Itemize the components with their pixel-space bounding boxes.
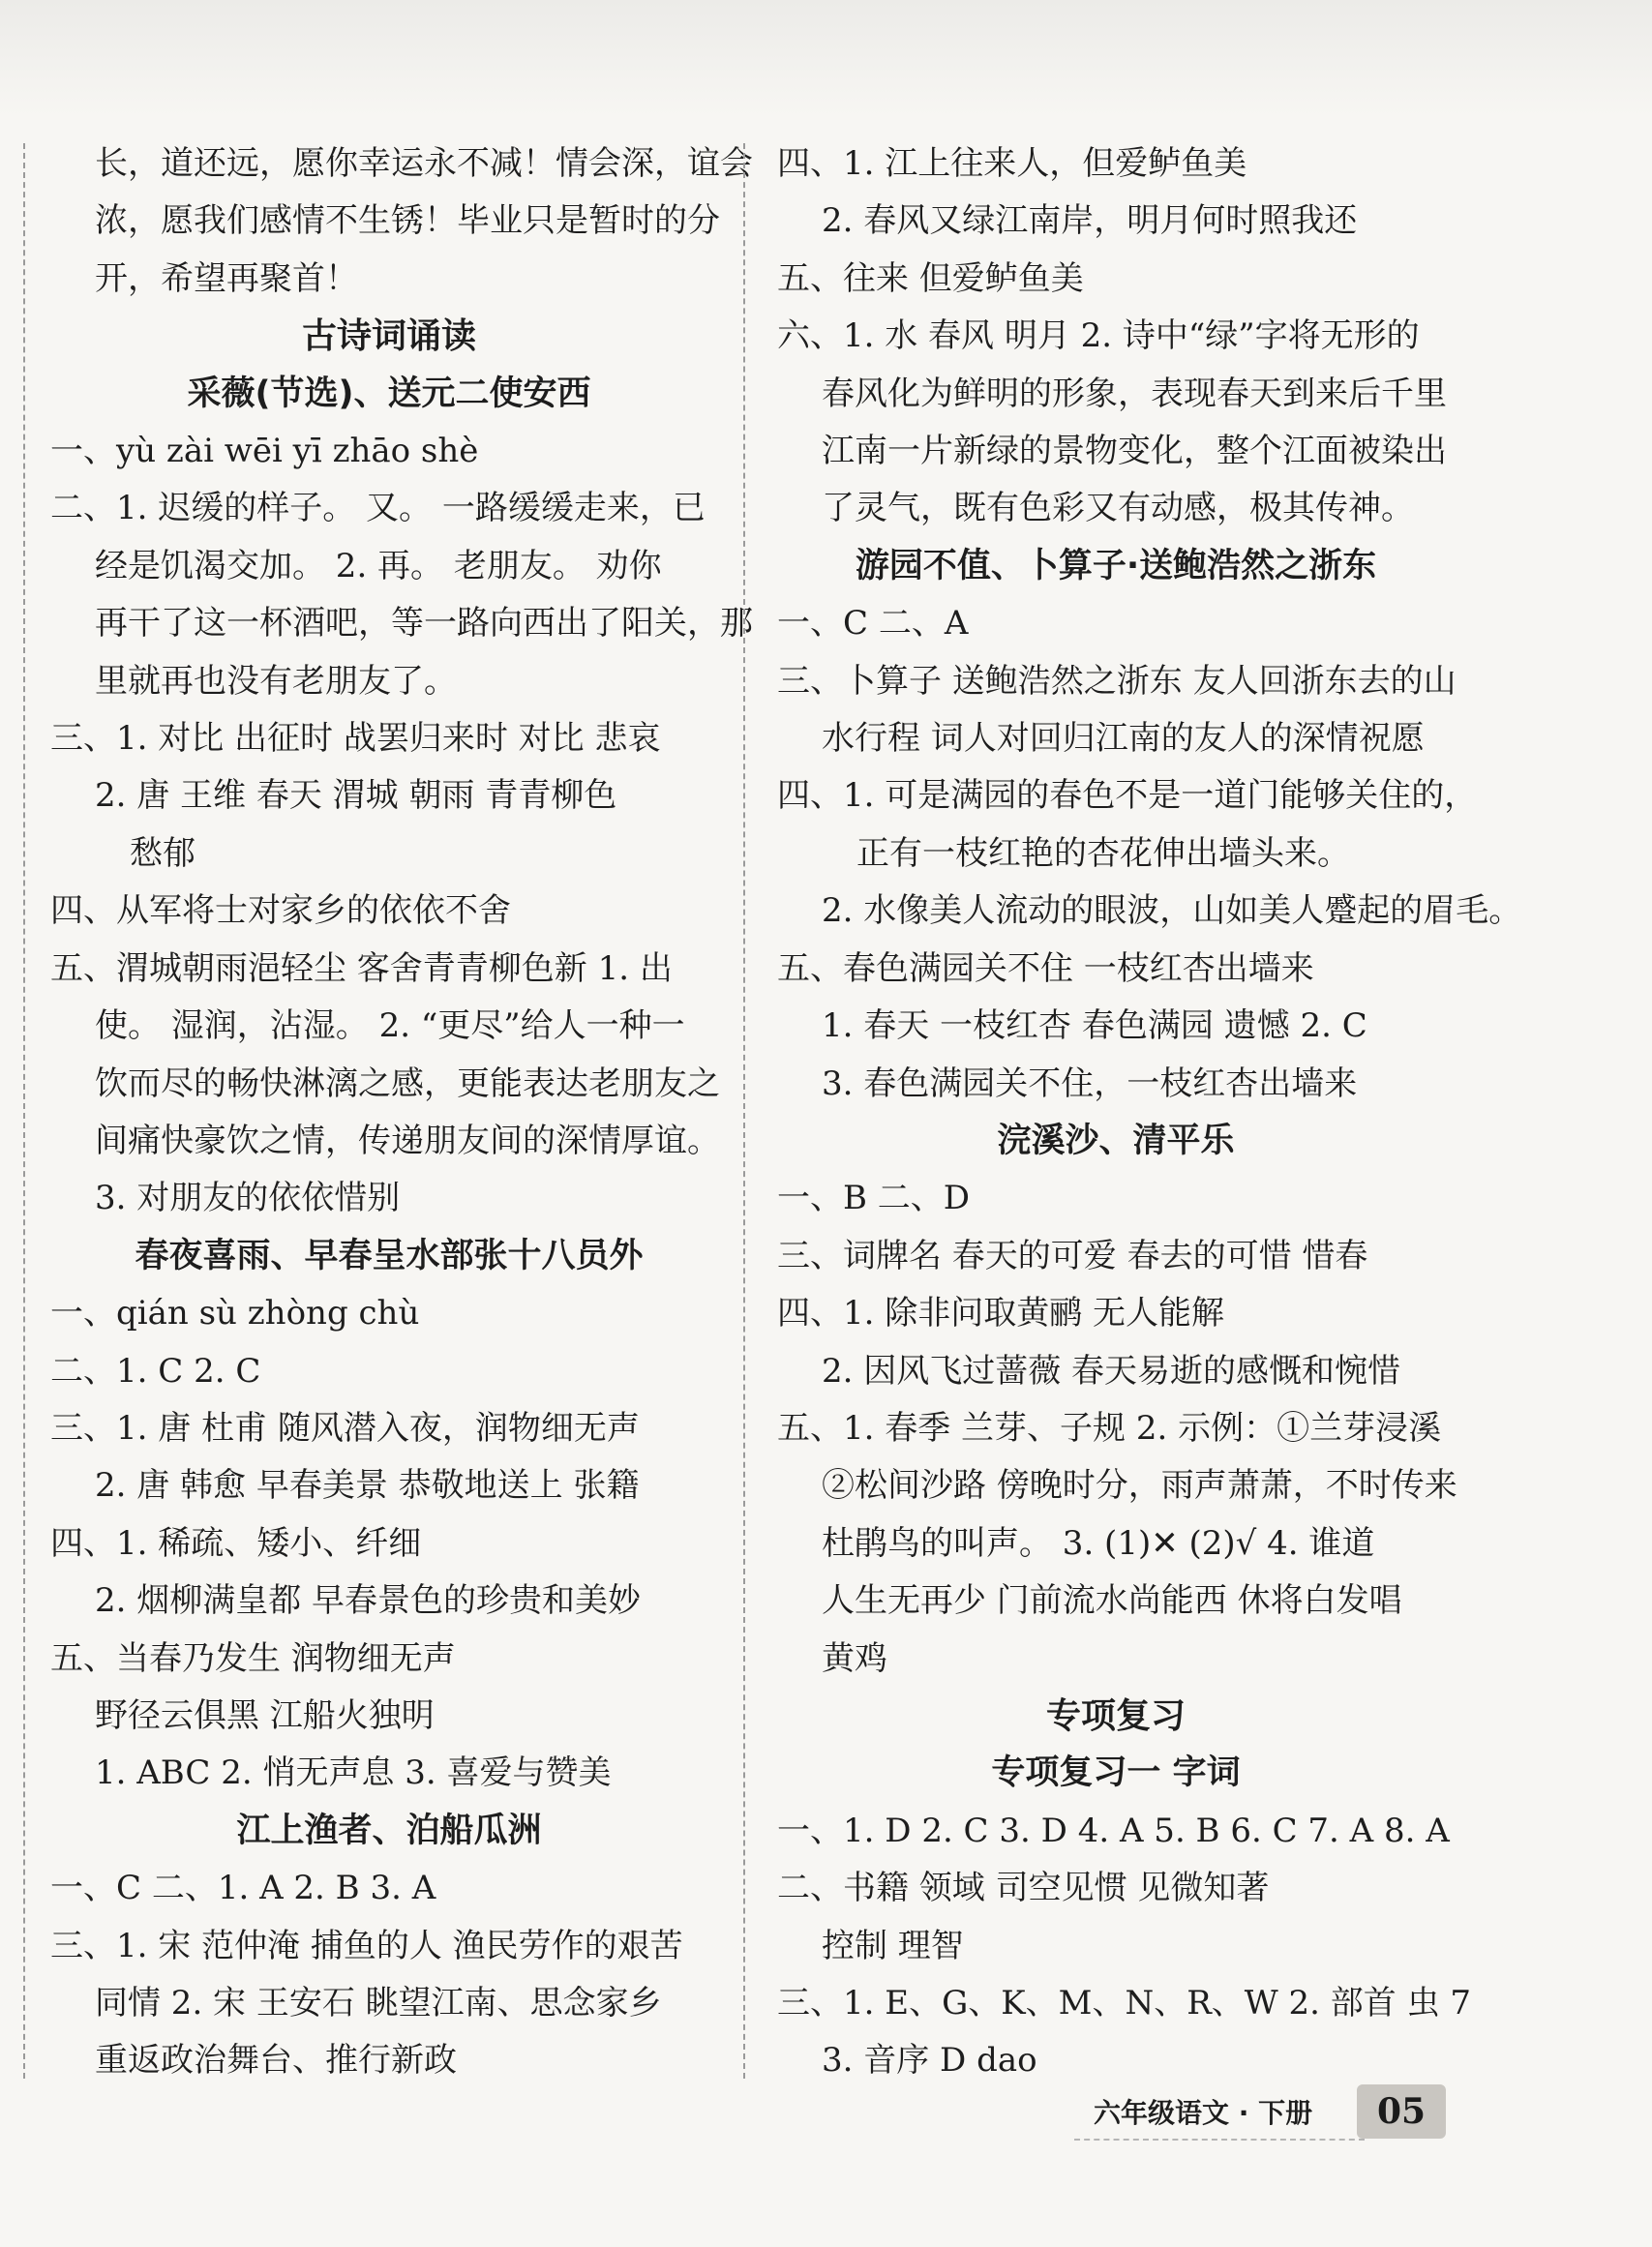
answer-line: ②松间沙路 傍晚时分，雨声萧萧，不时传来 xyxy=(822,1466,1457,1506)
answer-line: 经是饥渴交加。 2. 再。 老朋友。 劝你 xyxy=(95,546,662,585)
answer-line: 长，道还远，愿你幸运永不减！情会深，谊会 xyxy=(95,144,753,183)
book-label: 六年级语文 · 下册 xyxy=(1094,2097,1313,2129)
answer-line: 五、渭城朝雨浥轻尘 客舍青青柳色新 1. 出 xyxy=(50,948,673,988)
answer-line: 野径云俱黑 江船火独明 xyxy=(95,1695,435,1735)
answer-line: 四、从军将士对家乡的依依不舍 xyxy=(50,891,511,931)
answer-line: 水行程 词人对回归江南的友人的深情祝愿 xyxy=(822,719,1425,759)
answer-line: 2. 因风飞过蔷薇 春天易逝的感慨和惋惜 xyxy=(822,1351,1401,1391)
section-heading: 专项复习 xyxy=(1045,1695,1186,1736)
answer-line: 六、1. 水 春风 明月 2. 诗中“绿”字将无形的 xyxy=(777,316,1420,356)
lesson-title: 采薇(节选)、送元二使安西 xyxy=(187,374,591,413)
answer-line: 五、当春乃发生 润物细无声 xyxy=(50,1638,456,1678)
answer-line: 使。 湿润，沾湿。 2. “更尽”给人一种一 xyxy=(95,1006,685,1046)
answer-line: 四、1. 除非问取黄鹂 无人能解 xyxy=(777,1294,1225,1333)
answer-line: 春风化为鲜明的形象，表现春天到来后千里 xyxy=(822,374,1447,413)
answer-line: 一、yù zài wēi yī zhāo shè xyxy=(50,432,479,471)
answer-line: 2. 唐 韩愈 早春美景 恭敬地送上 张籍 xyxy=(95,1466,640,1506)
page-top-shadow xyxy=(0,0,1652,116)
answer-line: 饮而尽的畅快淋漓之感，更能表达老朋友之 xyxy=(95,1064,720,1103)
answer-line: 3. 对朋友的依依惜别 xyxy=(95,1179,401,1218)
answer-line: 间痛快豪饮之情，传递朋友间的深情厚谊。 xyxy=(95,1121,720,1160)
answer-line: 三、1. 对比 出征时 战罢归来时 对比 悲哀 xyxy=(50,719,661,759)
answer-line: 四、1. 稀疏、矮小、纤细 xyxy=(50,1523,422,1563)
answer-line: 控制 理智 xyxy=(822,1926,964,1965)
answer-line: 了灵气，既有色彩又有动感，极其传神。 xyxy=(822,489,1414,528)
answer-line: 二、1. C 2. C xyxy=(50,1351,261,1391)
answer-line: 三、1. E、G、K、M、N、R、W 2. 部首 虫 7 xyxy=(777,1984,1472,2022)
answer-line: 2. 水像美人流动的眼波，山如美人蹙起的眉毛。 xyxy=(822,891,1522,931)
answer-line: 四、1. 可是满园的春色不是一道门能够关住的， xyxy=(777,776,1478,816)
answer-line: 1. 春天 一枝红杏 春色满园 遗憾 2. C xyxy=(822,1006,1367,1046)
lesson-title: 春夜喜雨、早春呈水部张十八员外 xyxy=(135,1236,644,1275)
page-footer xyxy=(1074,2079,1452,2146)
right-column xyxy=(777,135,1522,2090)
answer-line: 杜鹃鸟的叫声。 3. (1)✕ (2)√ 4. 谁道 xyxy=(822,1523,1375,1563)
answer-line: 二、书籍 领域 司空见惯 见微知著 xyxy=(777,1869,1270,1908)
answer-line: 三、1. 唐 杜甫 随风潜入夜，润物细无声 xyxy=(50,1408,640,1448)
lesson-title: 专项复习一 字词 xyxy=(991,1753,1241,1793)
section-heading: 古诗词诵读 xyxy=(301,316,476,357)
lesson-title: 浣溪沙、清平乐 xyxy=(997,1121,1235,1160)
page-number: 05 xyxy=(1357,2084,1446,2139)
answer-line: 五、1. 春季 兰芽、子规 2. 示例：①兰芽浸溪 xyxy=(777,1408,1442,1448)
answer-line: 3. 音序 D dao xyxy=(822,2041,1037,2081)
answer-line: 五、往来 但爱鲈鱼美 xyxy=(777,258,1084,298)
answer-line: 浓，愿我们感情不生锈！毕业只是暂时的分 xyxy=(95,201,720,241)
answer-line: 开，希望再聚首！ xyxy=(95,258,358,298)
answer-line: 2. 烟柳满皇都 早春景色的珍贵和美妙 xyxy=(95,1581,642,1621)
left-column xyxy=(50,135,753,2090)
lesson-title: 游园不值、卜算子·送鲍浩然之浙东 xyxy=(855,546,1377,585)
answer-line: 1. ABC 2. 悄无声息 3. 喜爱与赞美 xyxy=(95,1753,612,1793)
answer-line: 里就再也没有老朋友了。 xyxy=(95,661,457,701)
answer-line: 一、B 二、D xyxy=(777,1179,971,1218)
answer-line: 三、词牌名 春天的可爱 春去的可惜 惜春 xyxy=(777,1236,1368,1275)
left-margin-divider xyxy=(23,143,25,2079)
answer-line: 再干了这一杯酒吧，等一路向西出了阳关，那 xyxy=(95,604,753,644)
answer-line: 一、C 二、1. A 2. B 3. A xyxy=(50,1869,436,1908)
column-divider xyxy=(743,143,745,2079)
answer-line: 一、qián sù zhòng chù xyxy=(50,1294,420,1333)
answer-line: 3. 春色满园关不住，一枝红杏出墙来 xyxy=(822,1064,1358,1103)
answer-line: 同情 2. 宋 王安石 眺望江南、思念家乡 xyxy=(95,1984,662,2022)
footer-divider xyxy=(1074,2139,1365,2141)
answer-line: 人生无再少 门前流水尚能西 休将白发唱 xyxy=(822,1581,1402,1621)
answer-line: 五、春色满园关不住 一枝红杏出墙来 xyxy=(777,948,1314,988)
answer-line: 三、卜算子 送鲍浩然之浙东 友人回浙东去的山 xyxy=(777,661,1457,701)
answer-line: 三、1. 宋 范仲淹 捕鱼的人 渔民劳作的艰苦 xyxy=(50,1926,683,1965)
answer-line: 江南一片新绿的景物变化，整个江面被染出 xyxy=(822,432,1447,471)
answer-line: 重返政治舞台、推行新政 xyxy=(95,2041,457,2081)
answer-line: 2. 春风又绿江南岸，明月何时照我还 xyxy=(822,201,1358,241)
answer-line: 一、1. D 2. C 3. D 4. A 5. B 6. C 7. A 8. A xyxy=(777,1811,1450,1850)
answer-line: 2. 唐 王维 春天 渭城 朝雨 青青柳色 xyxy=(95,776,617,816)
answer-line: 一、C 二、A xyxy=(777,604,969,644)
answer-line: 黄鸡 xyxy=(822,1638,887,1678)
answer-line: 愁郁 xyxy=(130,833,195,873)
lesson-title: 江上渔者、泊船瓜洲 xyxy=(236,1811,542,1850)
answer-line: 二、1. 迟缓的样子。 又。 一路缓缓走来，已 xyxy=(50,489,706,528)
answer-line: 四、1. 江上往来人，但爱鲈鱼美 xyxy=(777,144,1247,183)
answer-line: 正有一枝红艳的杏花伸出墙头来。 xyxy=(856,833,1350,873)
